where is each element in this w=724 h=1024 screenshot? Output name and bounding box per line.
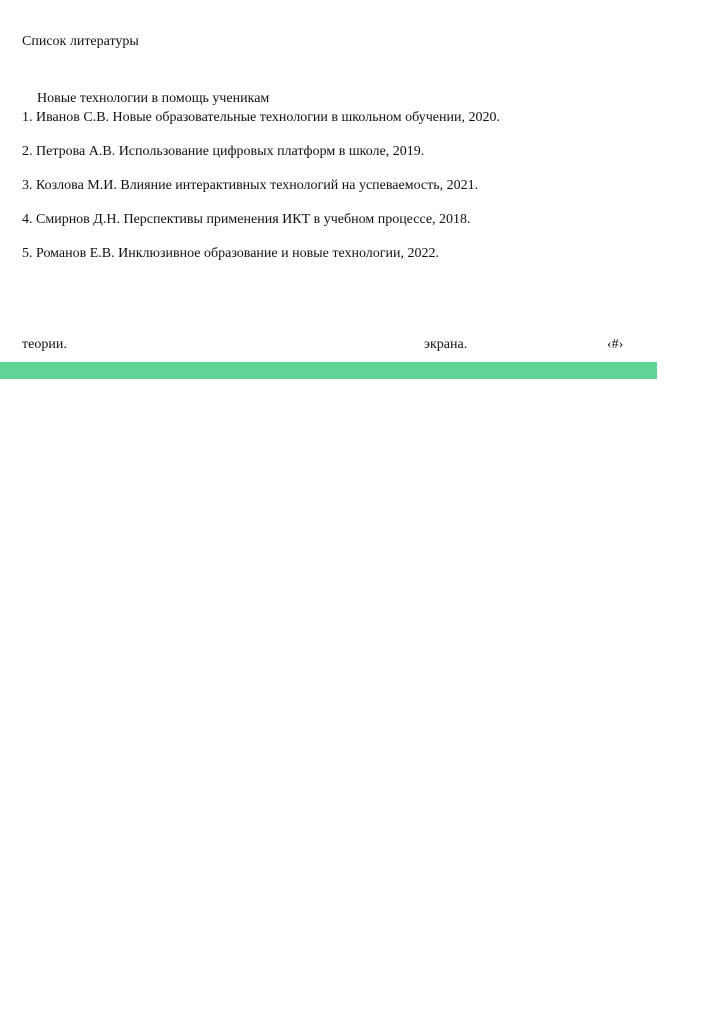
document-heading: Список литературы (22, 34, 139, 49)
reference-item-4: 4. Смирнов Д.Н. Перспективы применения ИКТ в учебном процессе, 2018. (22, 212, 471, 227)
footer-left-text: теории. (22, 337, 67, 352)
reference-list (22, 110, 500, 280)
accent-bar (0, 362, 657, 379)
reference-item-1: 1. Иванов С.В. Новые образовательные технологии в школьном обучении, 2020. (22, 110, 500, 125)
page-number-placeholder: ‹#› (607, 337, 624, 352)
footer-middle-text: экрана. (424, 337, 468, 352)
reference-item-3: 3. Козлова М.И. Влияние интерактивных технологий на успеваемость, 2021. (22, 178, 479, 193)
reference-item-2: 2. Петрова А.В. Использование цифровых платформ в школе, 2019. (22, 144, 425, 159)
document-subtitle: Новые технологии в помощь ученикам (37, 91, 270, 106)
reference-item-5: 5. Романов Е.В. Инклюзивное образование и новые технологии, 2022. (22, 246, 440, 261)
